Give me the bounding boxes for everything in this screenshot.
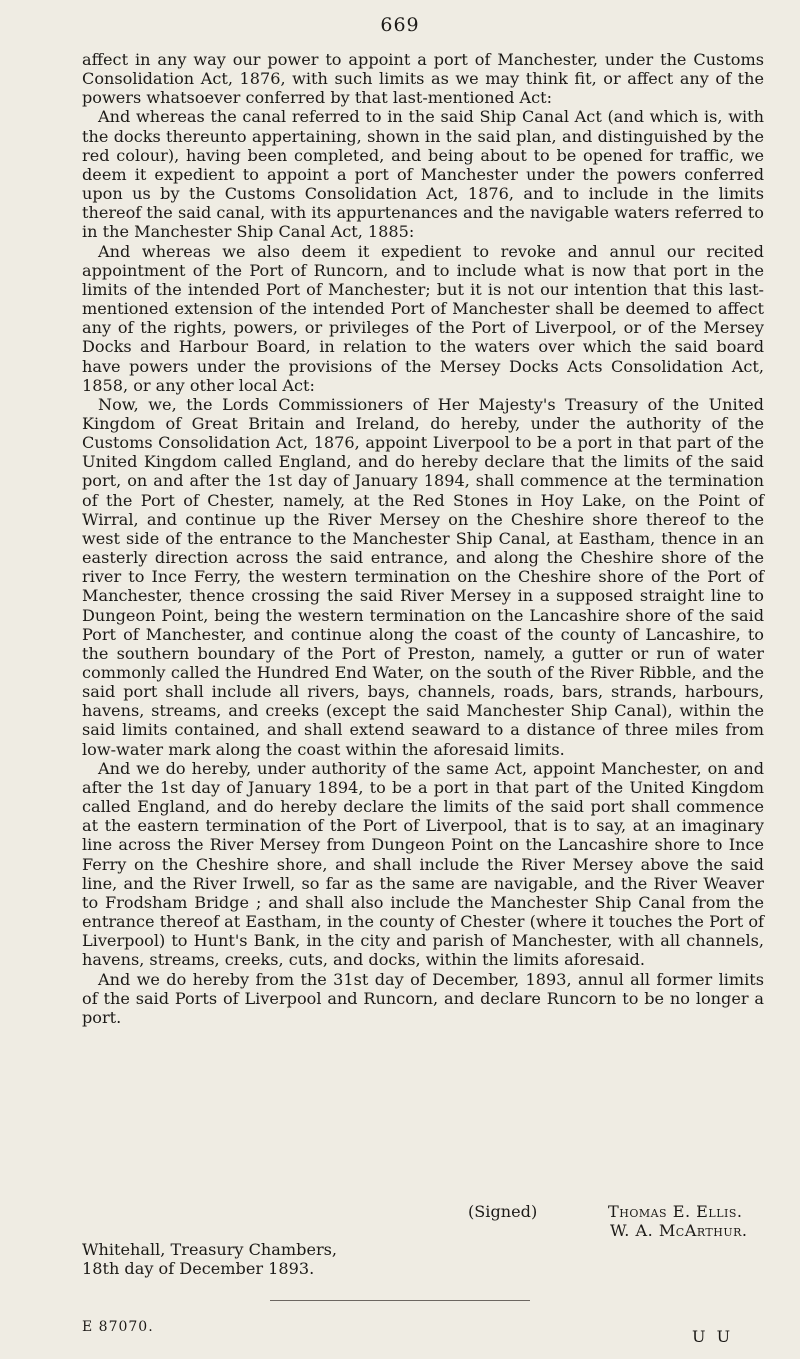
signature-mark: U U (692, 1327, 734, 1346)
signed-label: (Signed) (468, 1202, 538, 1221)
paragraph: And whereas the canal referred to in the said Ship Canal Act (and which is, with the docks thereunto appertaining, shown in the said plan, and distinguished by the red colour), having been completed, and being about to be opened for traffic, we deem it expedient to appoint a port of Manchester under the powers conferred upon us by the Customs Consolidation Act, 1876, and to include in the limits thereof the said canal, with its appurtenances and the navigable waters referred to in the Manchester Ship Canal Act, 1885: (82, 107, 764, 242)
signing-date: 18th day of December 1893. (82, 1259, 315, 1278)
body-text (82, 50, 764, 1027)
signer-name: W. A. McArthur. (610, 1221, 748, 1240)
page-number: 669 (380, 14, 420, 36)
paragraph: And we do hereby, under authority of the same Act, appoint Manchester, on and after the 1st day of January 1894, to be a port in that part of the United Kingdom called England, and do hereby declare the limits of the said port shall commence at the eastern termination of the Port of Liverpool, that is to say, at an imaginary line across the River Mersey from Dungeon Point on the Lancashire shore to Ince Ferry on the Cheshire shore, and shall include the River Mersey above the said line, and the River Irwell, so far as the same are navigable, and the River Weaver to Frodsham Bridge ; and shall also include the Manchester Ship Canal from the entrance thereof at Eastham, in the county of Chester (where it touches the Port of Liverpool) to Hunt's Bank, in the city and parish of Manchester, with all channels, havens, streams, creeks, cuts, and docks, within the limits aforesaid. (82, 758, 764, 970)
paragraph: And whereas we also deem it expedient to revoke and annul our recited appointment of the Port of Runcorn, and to include what is now that port in the limits of the intended Port of Manchester; but it is not our intention that this last-mentioned extension of the intended Port of Manchester shall be deemed to affect any of the rights, powers, or privileges of the Port of Liverpool, or of the Mersey Docks and Harbour Board, in relation to the waters over which the said board have powers under the provisions of the Mersey Docks Acts Consolidation Act, 1858, or any other local Act: (82, 241, 764, 395)
print-reference: E 87070. (82, 1319, 154, 1335)
signature-block (82, 1202, 764, 1278)
paragraph: And we do hereby from the 31st day of December, 1893, annul all former limits of the said Ports of Liverpool and Runcorn, and declare Runcorn to be no longer a port. (82, 969, 764, 1027)
signing-place: Whitehall, Treasury Chambers, (82, 1240, 338, 1259)
signer-name: Thomas E. Ellis. (608, 1202, 743, 1221)
paragraph: affect in any way our power to appoint a port of Manchester, under the Customs Consolidation Act, 1876, with such limits as we may think fit, or affect any of the powers whatsoever conferred by that last-mentioned Act: (82, 50, 764, 108)
footer-rule (270, 1300, 530, 1301)
paragraph: Now, we, the Lords Commissioners of Her Majesty's Treasury of the United Kingdom of Great Britain and Ireland, do hereby, under the authority of the Customs Consolidation Act, 1876, appoint Liverpool to be a port in that part of the United Kingdom called England, and do hereby declare that the limits of the said port, on and after the 1st day of January 1894, shall commence at the termination of the Port of Chester, namely, at the Red Stones in Hoy Lake, on the Point of Wirral, and continue up the River Mersey on the Cheshire shore thereof to the west side of the entrance to the Manchester Ship Canal, at Eastham, thence in an easterly direction across the said entrance, and along the Cheshire shore of the river to Ince Ferry, the western termination on the Cheshire shore of the Port of Manchester, thence crossing the said River Mersey in a supposed straight line to Dungeon Point, being the western termination on the Lancashire shore of the said Port of Manchester, and continue along the coast of the county of Lancashire, to the southern boundary of the Port of Preston, namely, a gutter or run of water commonly called the Hundred End Water, on the south of the River Ribble, and the said port shall include all rivers, bays, channels, roads, bars, strands, harbours, havens, streams, and creeks (except the said Manchester Ship Canal), within the said limits contained, and shall extend seaward to a distance of three miles from low-water mark along the coast within the aforesaid limits. (82, 394, 764, 759)
